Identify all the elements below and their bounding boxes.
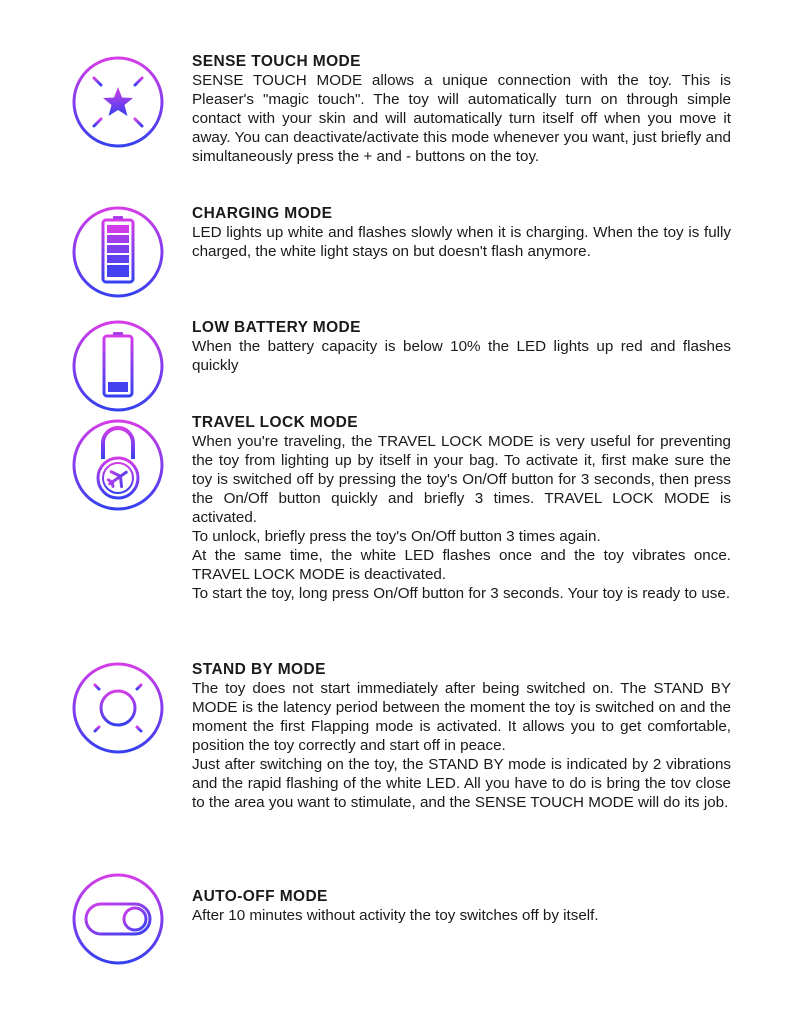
battery-low-icon xyxy=(70,318,166,414)
section-paragraph: LED lights up white and flashes slowly when it is charging. When the toy is fully charged, the white light stays on but doesn't flash anymore. xyxy=(192,224,731,260)
section-text xyxy=(192,204,731,261)
toggle-switch-icon xyxy=(70,871,166,967)
section-text xyxy=(192,52,731,166)
section-paragraph: When the battery capacity is below 10% the LED lights up red and flashes quickly xyxy=(192,338,731,374)
section-text xyxy=(192,413,731,603)
battery-full-icon xyxy=(70,204,166,300)
section-title: CHARGING MODE xyxy=(192,205,333,222)
stand-by-icon xyxy=(70,660,166,756)
section-paragraph: Just after switching on the toy, the STAND BY mode is indicated by 2 vibrations and the rapid flashing of the white LED. All you have to do is bring the tov close to the area you want to stimulate, and the SENSE TOUCH MODE will do its job. xyxy=(192,756,731,811)
section-title: LOW BATTERY MODE xyxy=(192,319,361,336)
section-paragraph: At the same time, the white LED flashes once and the toy vibrates once. TRAVEL LOCK MODE is deactivated. xyxy=(192,547,731,583)
section-text xyxy=(192,318,731,375)
section-paragraph: To unlock, briefly press the toy's On/Off button 3 times again. xyxy=(192,528,601,545)
section-paragraph: After 10 minutes without activity the toy switches off by itself. xyxy=(192,907,599,924)
section-text xyxy=(192,660,731,812)
section-text xyxy=(192,887,731,925)
section-paragraph: SENSE TOUCH MODE allows a unique connection with the toy. This is Pleaser's "magic touch". The toy will automatically turn on through simple contact with your skin and will automatically turn itself off when you move it away. You can deactivate/activate this mode whenever you want, just briefly and simultaneously press the + and - buttons on the toy. xyxy=(192,72,731,165)
travel-lock-icon xyxy=(70,417,166,513)
section-paragraph: The toy does not start immediately after being switched on. The STAND BY MODE is the latency period between the moment the toy is switched on and the moment the first Flapping mode is activated. It allows you to get comfortable, position the toy correctly and start off in peace. xyxy=(192,680,731,754)
section-paragraph: To start the toy, long press On/Off button for 3 seconds. Your toy is ready to use. xyxy=(192,585,731,602)
section-title: TRAVEL LOCK MODE xyxy=(192,414,358,431)
section-title: STAND BY MODE xyxy=(192,661,326,678)
section-title: AUTO-OFF MODE xyxy=(192,888,328,905)
section-title: SENSE TOUCH MODE xyxy=(192,53,361,70)
section-paragraph: When you're traveling, the TRAVEL LOCK MODE is very useful for preventing the toy from lighting up by itself in your bag. To activate it, first make sure the toy is switched off by pressing the toy's On/Off button for 3 seconds, then press the On/Off button quickly and briefly 3 times. TRAVEL LOCK MODE is activated. xyxy=(192,433,731,526)
star-sparkle-icon xyxy=(70,54,166,150)
